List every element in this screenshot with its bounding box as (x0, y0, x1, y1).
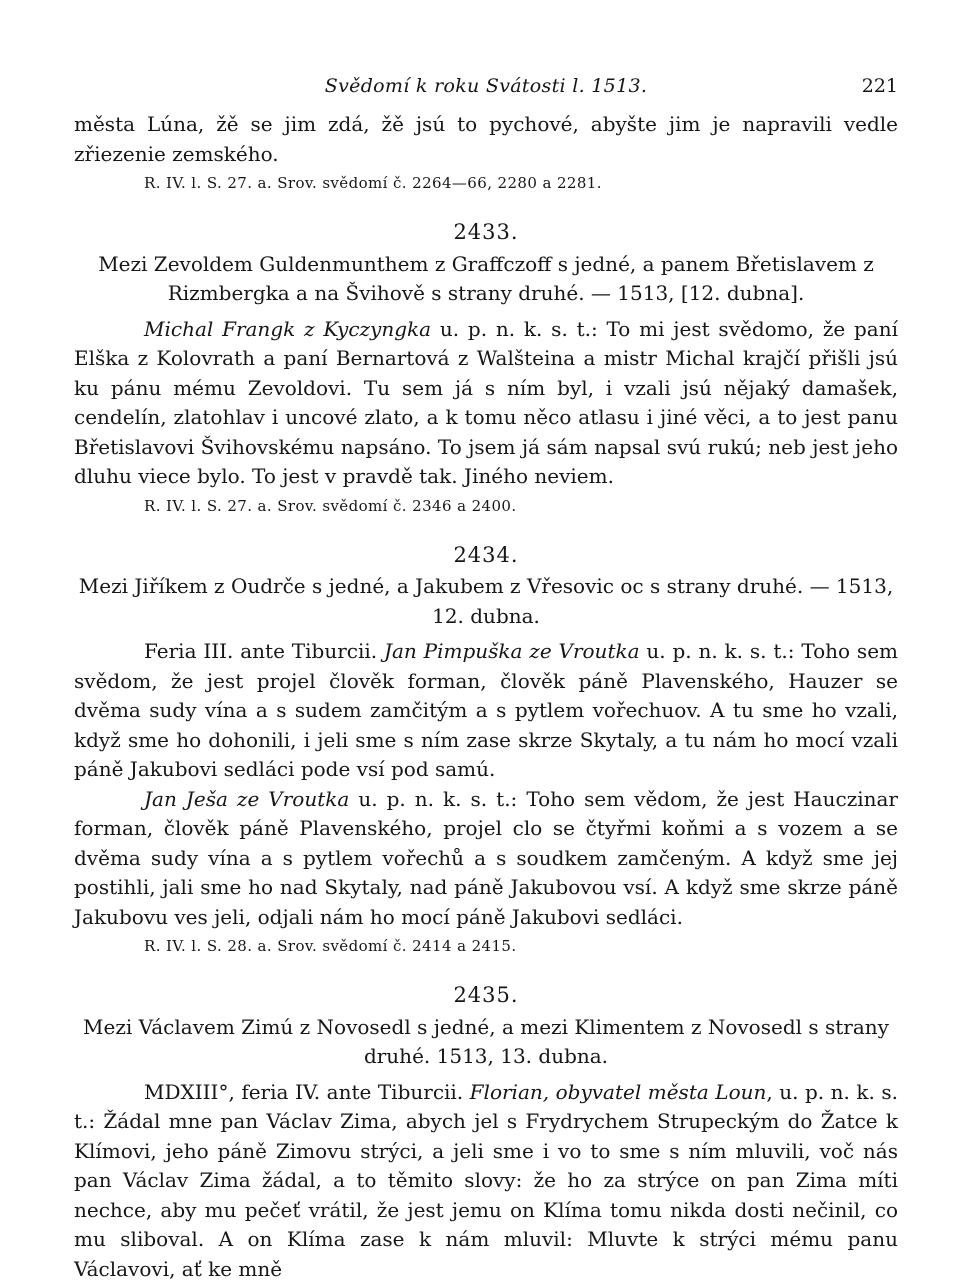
testimony-paragraph (74, 637, 898, 785)
date-lead: MDXIII°, feria IV. ante Tiburcii. (144, 1080, 470, 1104)
testimony-paragraph (74, 785, 898, 933)
entry-regest: Mezi Jiříkem z Oudrče s jedné, a Jakubem z Vřesovic oc s strany druhé. — 1513, 12. dubna. (74, 572, 898, 631)
source-note: R. IV. l. S. 27. a. Srov. svědomí č. 2264—66, 2280 a 2281. (74, 172, 898, 194)
testimony-text: , u. p. n. k. s. t.: Žádal mne pan Václav Zima, abych jel s Frydrychem Strupeckým do Žatce k Klímovi, jeho páně Zimovu strýci, a jeli sme i vo to sme s ním mluvili, voč nás pan Václav Zima žádal, a to těmito slovy: že ho za strýce on pan Zima míti nechce, aby mu pečeť vrátil, že jest jemu on Klíma tomu nikda dosti nečinil, co mu sliboval. A on Klíma zase k nám mluvil: Mluvte k strýci mému panu Václavovi, ať ke mně (74, 1080, 898, 1281)
witness-name: Jan Ješa ze Vroutka (144, 787, 349, 811)
page-number: 221 (862, 72, 898, 102)
testimony-text: u. p. n. k. s. t.: Toho sem svědom, že jest projel člověk forman, člověk páně Plavenského, Hauzer se dvěma sudy vína a s sudem zamčitým a s pytlem vořechuov. A tu sme ho vzali, když sme ho dohonili, i jeli sme s ním zase skrze Skytaly, a tu nám ho mocí vzali páně Jakubovi sedláci pode vsí pod samú. (74, 639, 898, 781)
source-note: R. IV. l. S. 28. a. Srov. svědomí č. 2414 a 2415. (74, 935, 898, 957)
witness-name: Michal Frangk z Kyczyngka (144, 317, 431, 341)
running-title: Svědomí k roku Svátosti l. 1513. (74, 72, 898, 102)
entry-number: 2434. (74, 541, 898, 571)
testimony-paragraph (74, 315, 898, 492)
testimony-paragraph (74, 1078, 898, 1284)
continuation-paragraph: města Lúna, žě se jim zdá, žě jsú to pychové, abyšte jim je napravili vedle zřiezenie zemského. (74, 110, 898, 169)
source-note: R. IV. l. S. 27. a. Srov. svědomí č. 2346 a 2400. (74, 495, 898, 517)
entry-regest: Mezi Zevoldem Guldenmunthem z Graffczoff s jedné, a panem Břetislavem z Rizmbergka a na Švihově s strany druhé. — 1513, [12. dubna]. (74, 250, 898, 309)
entry-number: 2433. (74, 218, 898, 248)
witness-name: Florian, obyvatel města Loun (470, 1080, 767, 1104)
entry-regest: Mezi Václavem Zimú z Novosedl s jedné, a mezi Klimentem z Novosedl s strany druhé. 1513, 13. dubna. (74, 1013, 898, 1072)
page-header (74, 72, 898, 106)
witness-name: Jan Pimpuška ze Vroutka (384, 639, 640, 663)
date-lead: Feria III. ante Tiburcii. (144, 639, 384, 663)
entry-number: 2435. (74, 981, 898, 1011)
testimony-text: u. p. n. k. s. t.: Toho sem vědom, že jest Hauczinar forman, člověk páně Plavenského, projel clo se čtyřmi koňmi a s vozem a se dvěma sudy vína a s pytlem vořechů a s soudkem zamčeným. A když sme jej postihli, jali sme ho nad Skytaly, nad páně Jakubovou vsí. A když sme skrze páně Jakubovu ves jeli, odjali nám ho mocí páně Jakubovi sedláci. (74, 787, 898, 929)
testimony-text: u. p. n. k. s. t.: To mi jest svědomo, že paní Elška z Kolovrath a paní Bernartová z Walšteina a mistr Michal krajčí přišli jsú ku pánu mému Zevoldovi. Tu sem já s ním byl, i vzali jsú nějaký damašek, cendelín, zlatohlav i uncové zlato, a k tomu něco atlasu i jiné věci, a to jest panu Břetislavovi Švihovskému napsáno. To jsem já sám napsal svú rukú; neb jest jeho dluhu viece bylo. To jest v pravdě tak. Jiného neviem. (74, 317, 898, 489)
